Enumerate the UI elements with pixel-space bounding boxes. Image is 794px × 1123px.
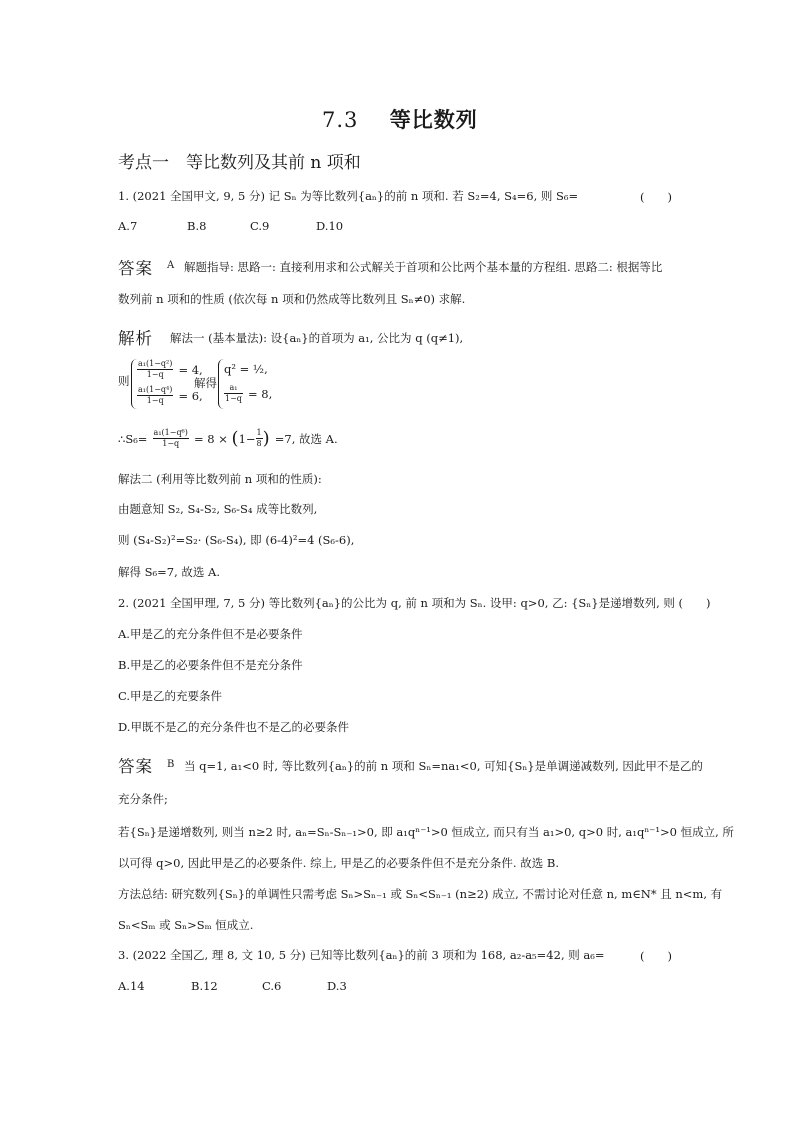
answer-2-label: 答案 (118, 757, 153, 776)
question-3-option-a: A.14 (118, 979, 145, 993)
question-1-option-a: A.7 (118, 219, 138, 233)
result-2 (224, 383, 272, 404)
method-2-line-3: 解得 S₆=7, 故选 A. (118, 565, 221, 579)
question-2-stem: 2. (2021 全国甲理, 7, 5 分) 等比数列{aₙ}的公比为 q, 前 n 项和为 Sₙ. 设甲: q>0, 乙: {Sₙ}是递增数列, 则 ( ) (118, 596, 711, 610)
question-2-option-d: D.甲既不是乙的充分条件也不是乙的必要条件 (118, 720, 349, 734)
question-3-answer-paren: ( ) (640, 949, 672, 963)
method-2-title: 解法二 (利用等比数列前 n 项和的性质): (118, 472, 322, 486)
question-1-option-d: D.10 (316, 219, 344, 233)
answer-1-line-2: 数列前 n 项和的性质 (依次每 n 项和仍然成等比数列且 Sₙ≠0) 求解. (118, 292, 466, 306)
method-2-line-1: 由题意知 S₂, S₄-S₂, S₆-S₄ 成等比数列, (118, 502, 318, 516)
question-1-option-b: B.8 (187, 219, 207, 233)
answer-2-line-3: 若{Sₙ}是递增数列, 则当 n≥2 时, aₙ=Sₙ-Sₙ₋₁>0, 即 a₁qⁿ⁻¹>0 恒成立, 而只有当 a₁>0, q>0 时, a₁qⁿ⁻¹>0 恒成立, 所 (118, 825, 734, 839)
question-2-option-a: A.甲是乙的充分条件但不是必要条件 (118, 627, 303, 641)
question-3-option-b: B.12 (191, 979, 218, 993)
question-2-option-c: C.甲是乙的充要条件 (118, 689, 223, 703)
section-heading: 考点一 等比数列及其前 n 项和 (118, 153, 361, 173)
answer-2-line-1: 当 q=1, a₁<0 时, 等比数列{aₙ}的前 n 项和 Sₙ=na₁<0, 可知{Sₙ}是单调递减数列, 因此甲不是乙的 (184, 759, 703, 773)
answer-1-line-1: 解题指导: 思路一: 直接利用求和公式解关于首项和公比两个基本量的方程组. 思路二: 根据等比 (184, 260, 663, 274)
answer-2-line-6: Sₙ<Sₘ 或 Sₙ>Sₘ 恒成立. (118, 918, 254, 932)
equation-2-rhs: = 6, (178, 389, 203, 403)
s6-computation (118, 428, 338, 449)
s6-inner-1: 1− (238, 432, 256, 446)
question-3-option-c: C.6 (262, 979, 282, 993)
answer-2-letter: B (167, 759, 175, 770)
question-3-option-d: D.3 (327, 979, 347, 993)
equation-1-numerator: a₁(1−q²) (138, 359, 173, 368)
question-2-option-b: B.甲是乙的必要条件但不是充分条件 (118, 658, 303, 672)
equation-1-rhs: = 4, (178, 363, 203, 377)
equation-2-numerator: a₁(1−q⁴) (138, 385, 173, 394)
page-title (322, 104, 478, 134)
question-1-answer-paren: ( ) (640, 190, 672, 204)
s6-mid: = 8 × (193, 432, 232, 446)
result-1: q² = ½, (224, 362, 268, 376)
title-text: 等比数列 (389, 107, 478, 132)
s6-inner-denominator: 8 (256, 439, 262, 448)
equation-1-denominator: 1−q (146, 370, 164, 379)
answer-letter: A (167, 260, 175, 271)
result-2-rhs: = 8, (248, 387, 273, 401)
title-number: 7.3 (322, 108, 359, 132)
solution-ze: 则 (118, 374, 130, 388)
s6-rhs: =7, 故选 A. (274, 432, 338, 446)
solution-1-line-1: 解法一 (基本量法): 设{aₙ}的首项为 a₁, 公比为 q (q≠1), (170, 331, 464, 345)
solution-label: 解析 (118, 329, 153, 348)
answer-label: 答案 (118, 259, 153, 278)
answer-2-line-4: 以可得 q>0, 因此甲是乙的必要条件. 综上, 甲是乙的必要条件但不是充分条件. 故选 B. (118, 856, 559, 870)
answer-2-line-2: 充分条件; (118, 792, 168, 806)
s6-inner-numerator: 1 (256, 428, 262, 437)
method-2-line-2: 则 (S₄-S₂)²=S₂· (S₆-S₄), 即 (6-4)²=4 (S₆-6), (118, 533, 355, 547)
s6-lhs: ∴S₆= (118, 432, 148, 446)
equation-2 (137, 385, 203, 406)
s6-numerator: a₁(1−q⁶) (153, 428, 188, 437)
solution-jiede: 解得 (194, 376, 217, 390)
equation-2-denominator: 1−q (146, 396, 164, 405)
right-paren: ) (262, 428, 270, 449)
equation-1 (137, 359, 203, 380)
result-2-denominator: 1−q (225, 394, 242, 403)
s6-denominator: 1−q (162, 439, 180, 448)
question-1-option-c: C.9 (250, 219, 270, 233)
question-1-stem: 1. (2021 全国甲文, 9, 5 分) 记 Sₙ 为等比数列{aₙ}的前 n 项和. 若 S₂=4, S₄=6, 则 S₆= (118, 189, 579, 203)
answer-2-method-summary: 方法总结: 研究数列{Sₙ}的单调性只需考虑 Sₙ>Sₙ₋₁ 或 Sₙ<Sₙ₋₁ (n≥2) 成立, 不需讨论对任意 n, m∈N* 且 n<m, 有 (118, 887, 723, 901)
result-2-numerator: a₁ (224, 383, 243, 394)
question-3-stem: 3. (2022 全国乙, 理 8, 文 10, 5 分) 已知等比数列{aₙ}的前 3 项和为 168, a₂-a₅=42, 则 a₆= (118, 948, 605, 962)
left-paren: ( (231, 428, 239, 449)
